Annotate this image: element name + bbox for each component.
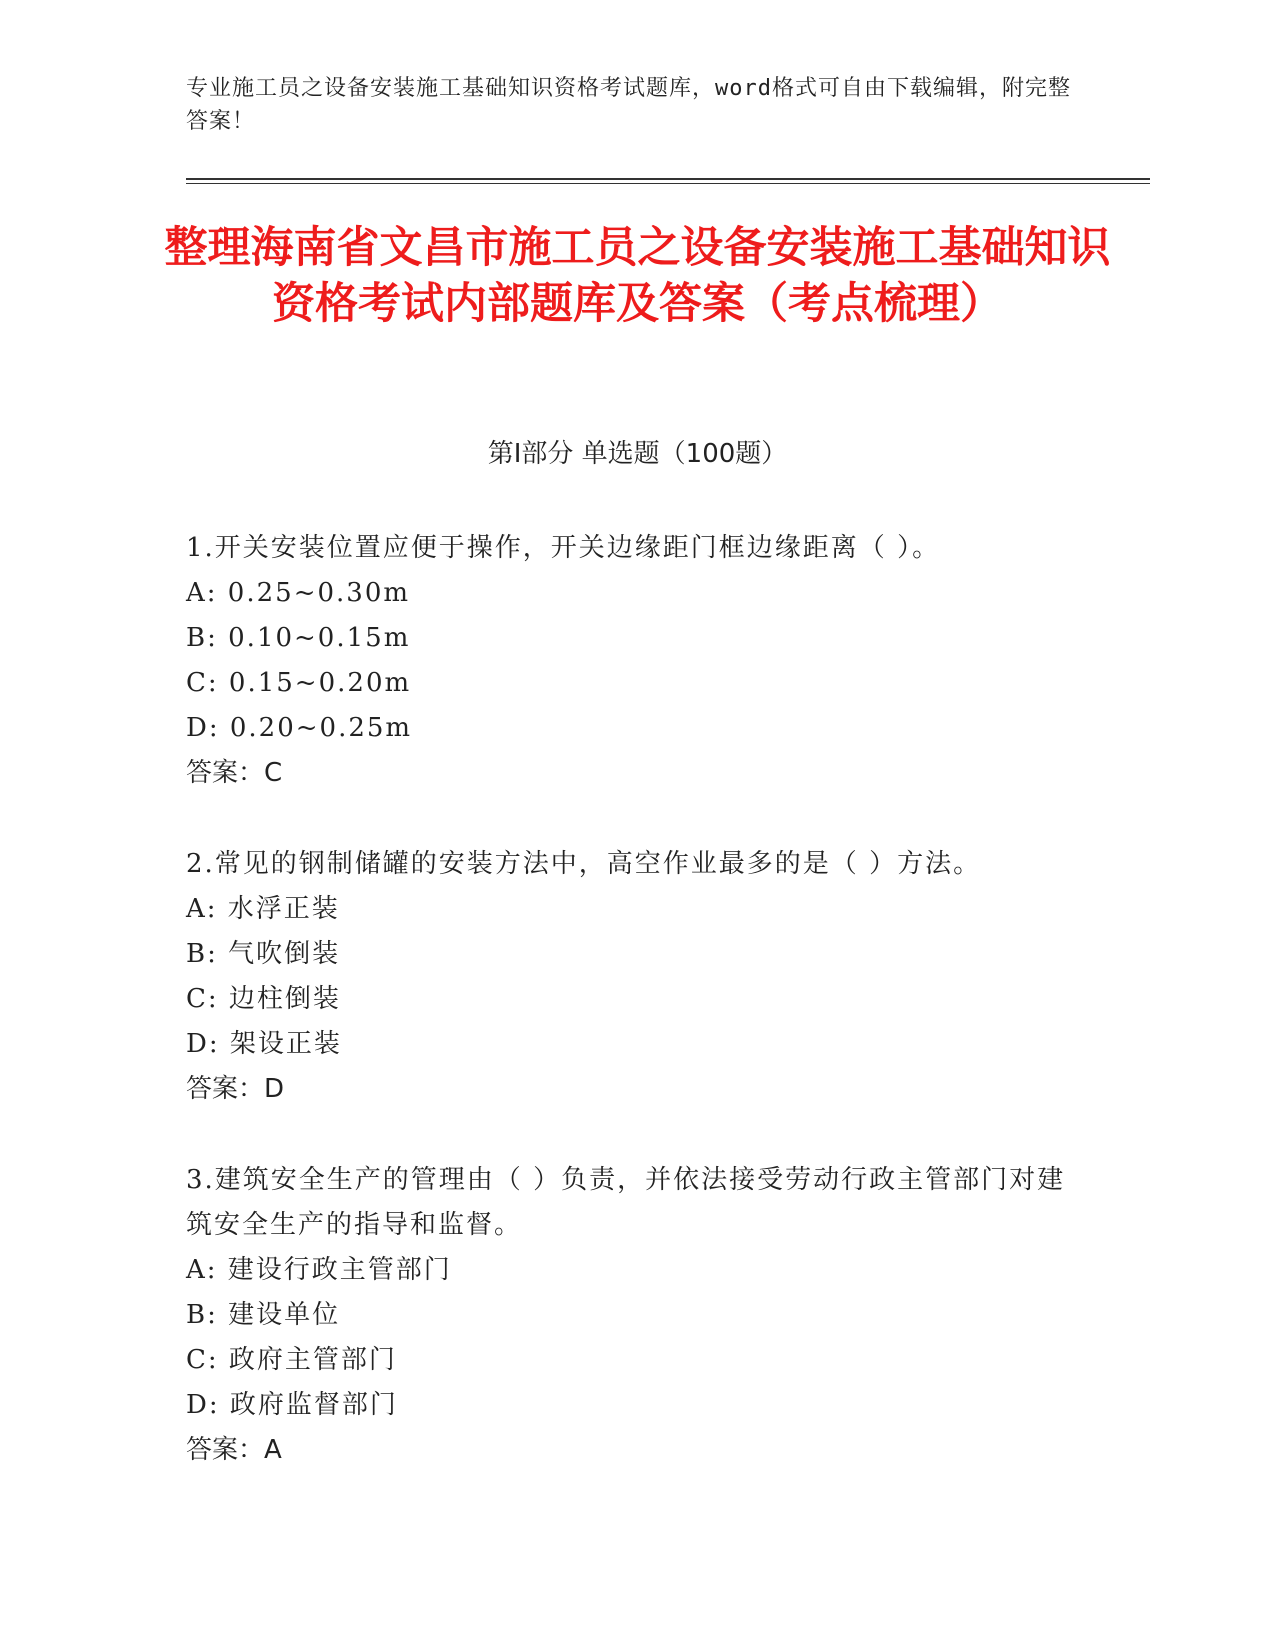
question-list [186, 526, 1086, 1519]
option-d: D: 架设正装 [186, 1029, 342, 1059]
question-3 [186, 1158, 1086, 1473]
question-2 [186, 842, 1086, 1112]
question-stem: 3.建筑安全生产的管理由（ ）负责，并依法接受劳动行政主管部门对建筑安全生产的指导和监督。 [186, 1165, 1066, 1240]
option-c: C: 政府主管部门 [186, 1345, 397, 1375]
document-title: 整理海南省文昌市施工员之设备安装施工基础知识资格考试内部题库及答案（考点梳理） [164, 223, 1111, 329]
option-d: D: 0.20~0.25m [186, 713, 413, 743]
header-rule-thick [186, 178, 1150, 180]
option-d: D: 政府监督部门 [186, 1390, 398, 1420]
header-note: 专业施工员之设备安装施工基础知识资格考试题库，word格式可自由下载编辑，附完整答案！ [186, 76, 1071, 134]
option-a: A: 0.25~0.30m [186, 578, 411, 608]
header-rule-thin [186, 183, 1150, 184]
question-stem: 1.开关安装位置应便于操作，开关边缘距门框边缘距离（ ）。 [186, 533, 941, 563]
answer: 答案：D [186, 1074, 285, 1104]
option-a: A: 建设行政主管部门 [186, 1255, 452, 1285]
answer: 答案：C [186, 758, 283, 788]
option-a: A: 水浮正装 [186, 894, 340, 924]
option-c: C: 边柱倒装 [186, 984, 341, 1014]
option-b: B: 0.10~0.15m [186, 623, 411, 653]
question-1 [186, 526, 1086, 796]
option-b: B: 气吹倒装 [186, 939, 341, 969]
option-c: C: 0.15~0.20m [186, 668, 412, 698]
option-b: B: 建设单位 [186, 1300, 341, 1330]
section-heading: 第Ⅰ部分 单选题（100题） [487, 439, 788, 469]
answer: 答案：A [186, 1435, 282, 1465]
question-stem: 2.常见的钢制储罐的安装方法中，高空作业最多的是（ ）方法。 [186, 849, 982, 879]
